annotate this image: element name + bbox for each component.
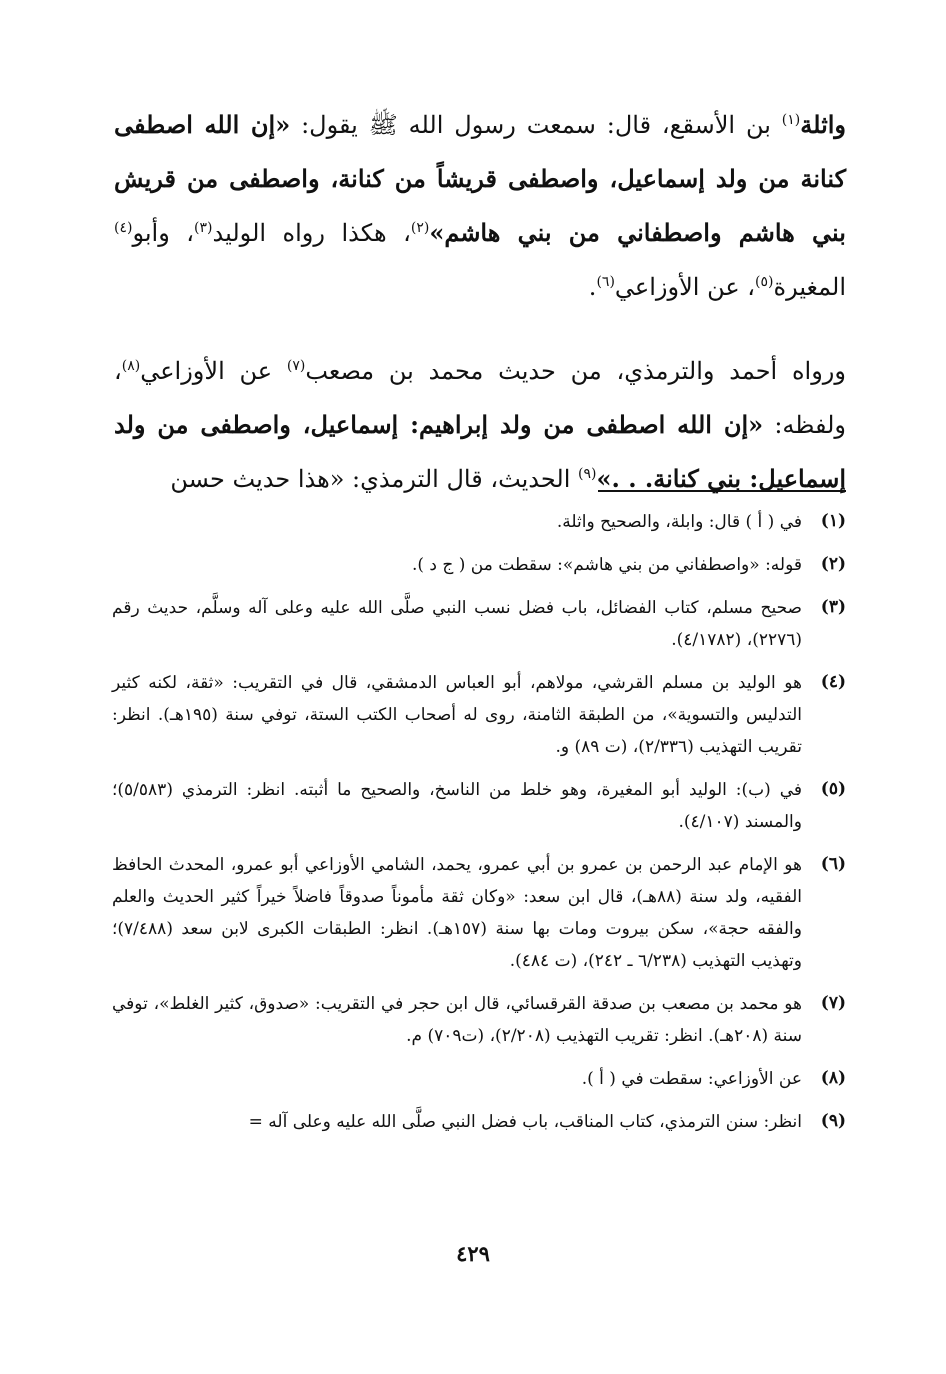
footnote-text: هو محمد بن مصعب بن صدقة القرقسائي، قال ابن حجر في التقريب: «صدوق، كثير الغلط»، توفي سنة (٢٠٨هـ). انظر: تقريب التهذيب (٢/٢٠٨)، (ت٧٠٩) م. bbox=[112, 994, 802, 1046]
footnote-9 bbox=[112, 1106, 846, 1138]
footnote-number: (٥) bbox=[820, 779, 846, 799]
footnote-ref-1: (١) bbox=[781, 112, 801, 128]
paragraph-1-start: واثلة bbox=[800, 110, 846, 139]
footnote-ref-3: (٣) bbox=[194, 220, 213, 236]
footnote-text: قوله: «واصطفاني من بني هاشم»: سقطت من ( ج د ). bbox=[411, 555, 802, 575]
footnote-5 bbox=[112, 774, 846, 838]
footnote-text: انظر: سنن الترمذي، كتاب المناقب، باب فضل النبي صلَّى الله عليه وعلى آله = bbox=[248, 1112, 802, 1132]
footnote-4 bbox=[112, 667, 846, 763]
footnote-ref-5: (٥) bbox=[755, 274, 774, 290]
footnote-number: (٣) bbox=[820, 597, 846, 617]
paragraph-2-text: ورواه أحمد والترمذي، من حديث محمد بن مصعب bbox=[305, 357, 846, 385]
footnote-number: (٩) bbox=[820, 1111, 846, 1131]
paragraph-2 bbox=[114, 344, 846, 506]
paragraph-2-text: الحديث، قال الترمذي: «هذا حديث حسن bbox=[170, 465, 579, 493]
paragraph-1 bbox=[114, 98, 846, 314]
footnote-text: هو الإمام عبد الرحمن بن عمرو بن أبي عمرو، يحمد، الشامي الأوزاعي أبو عمرو، المحدث الحافظ الفقيه، ولد سنة (٨٨هـ)، قال ابن سعد: «وكان ثقة مأموناً صدوقاً فاضلاً خيراً كثير الحديث والعلم والفقه حجة»، سكن بيروت ومات بها سنة (١٥٧هـ). انظر: الطبقات الكبرى لابن سعد (٧/٤٨٨)؛ وتهذيب التهذيب (٦/٢٣٨ ـ ٢٤٢)، (ت ٤٨٤). bbox=[112, 855, 802, 971]
footnote-number: (٢) bbox=[820, 554, 846, 574]
paragraph-1-text: بن الأسقع، قال: سمعت رسول الله ﷺ يقول: bbox=[290, 111, 782, 139]
footnotes bbox=[112, 506, 846, 1149]
footnote-ref-7: (٧) bbox=[286, 358, 306, 374]
footnote-2 bbox=[112, 549, 846, 581]
paragraph-1-end: . bbox=[588, 273, 597, 301]
paragraph-2-text: ، ولفظه: bbox=[114, 357, 847, 439]
footnote-number: (١) bbox=[820, 511, 846, 531]
footnote-text: عن الأوزاعي: سقطت في ( أ ). bbox=[581, 1069, 802, 1089]
paragraph-1-text: ، هكذا رواه الوليد bbox=[212, 219, 411, 247]
footnote-number: (٧) bbox=[820, 993, 846, 1013]
footnote-ref-4: (٤) bbox=[114, 220, 133, 236]
footnote-text: هو الوليد بن مسلم القرشي، مولاهم، أبو العباس الدمشقي، قال في التقريب: «ثقة، لكنه كثير التدليس والتسوية»، من الطبقة الثامنة، روى له أصحاب الكتب الستة، توفي سنة (١٩٥هـ). انظر: تقريب التهذيب (٢/٣٣٦)، (ت ٨٩) و. bbox=[112, 673, 802, 757]
footnote-number: (٦) bbox=[820, 854, 846, 874]
footnote-ref-6: (٦) bbox=[596, 274, 615, 290]
footnote-text: في ( أ ) قال: وابلة، والصحيح واثلة. bbox=[556, 512, 802, 532]
footnote-6 bbox=[112, 849, 846, 977]
paragraph-1-text: ، عن الأوزاعي bbox=[614, 273, 756, 301]
paragraph-2-text: عن الأوزاعي bbox=[140, 357, 287, 385]
hadith-quote-1: «إن الله اصطفى كنانة من ولد إسماعيل، واصطفى قريشاً من كنانة، واصطفى من قريش بني هاشم واصطفاني من بني هاشم» bbox=[114, 110, 846, 247]
footnote-8 bbox=[112, 1063, 846, 1095]
footnote-ref-2: (٢) bbox=[410, 220, 430, 236]
footnote-ref-9: (٩) bbox=[578, 466, 597, 482]
footnote-number: (٨) bbox=[820, 1068, 846, 1088]
footnote-3 bbox=[112, 592, 846, 656]
paragraph-1-text: ، وأبو bbox=[132, 219, 195, 247]
footnote-text: صحيح مسلم، كتاب الفضائل، باب فضل نسب النبي صلَّى الله عليه وعلى آله وسلَّم، حديث رقم (٢٢٧٦)، (٤/١٧٨٢). bbox=[112, 598, 802, 650]
hadith-quote-2: «إن الله اصطفى من ولد إبراهيم: إسماعيل، واصطفى من ولد إسماعيل: بني كنانة. . .» bbox=[114, 410, 846, 493]
footnote-number: (٤) bbox=[820, 672, 846, 692]
footnote-text: في (ب): الوليد أبو المغيرة، وهو خلط من الناسخ، والصحيح ما أثبته. انظر: الترمذي (٥/٥٨٣)؛ والمسند (٤/١٠٧). bbox=[112, 780, 802, 832]
paragraph-1-text: المغيرة bbox=[773, 273, 846, 301]
footnote-separator bbox=[598, 490, 846, 492]
footnote-ref-8: (٨) bbox=[121, 358, 141, 374]
page-number: ٤٢٩ bbox=[456, 1241, 490, 1266]
footnote-7 bbox=[112, 988, 846, 1052]
main-text bbox=[114, 98, 846, 506]
footnote-1 bbox=[112, 506, 846, 538]
